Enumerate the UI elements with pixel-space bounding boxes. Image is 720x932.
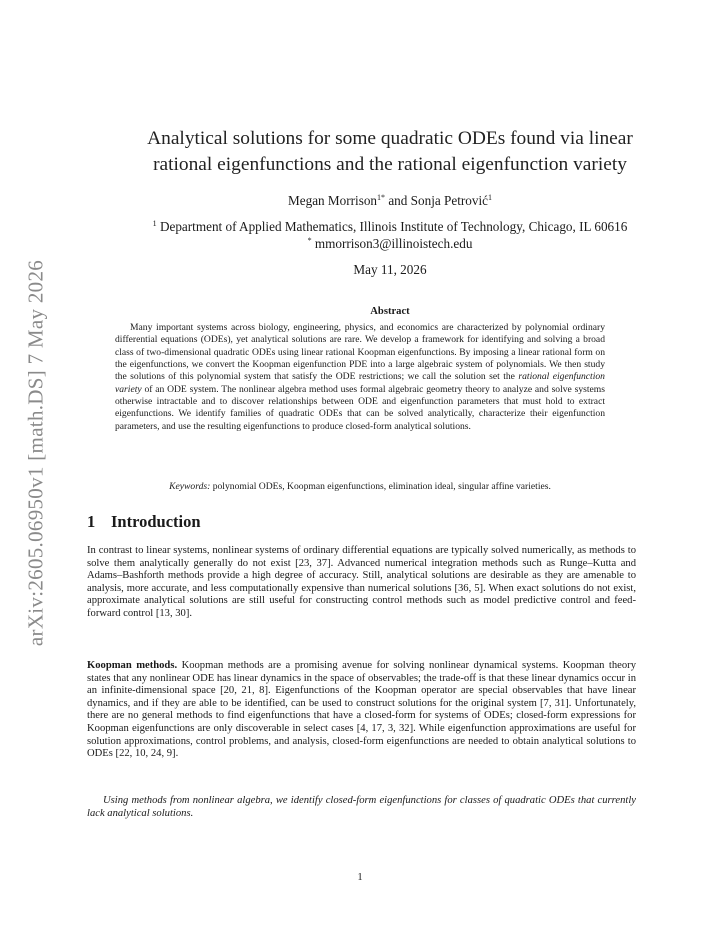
authors	[60, 193, 720, 209]
affiliation	[60, 218, 720, 235]
contact-email	[60, 235, 720, 252]
keywords-list: polynomial ODEs, Koopman eigenfunctions, elimination ideal, singular affine varieties.	[210, 481, 551, 492]
arxiv-identifier-stamp	[16, 248, 56, 658]
affiliation-text: Department of Applied Mathematics, Illinois Institute of Technology, Chicago, IL 60616	[156, 219, 628, 234]
title-line-2: rational eigenfunctions and the rational eigenfunction variety	[153, 154, 627, 175]
email-address[interactable]: mmorrison3@illinoistech.edu	[311, 236, 473, 251]
section-heading	[87, 512, 201, 532]
koopman-runin-heading: Koopman methods.	[87, 660, 178, 671]
intro-paragraph-1: In contrast to linear systems, nonlinear systems of ordinary differential equations are typically solved numerically, as methods to solve them analytically generally do not exist [23, 37]. Advanced numerical integration methods such as Runge–Kutta and Adams–Bashforth methods provide a high degree of accuracy. Still, analytical solutions are desirable as they are amenable to analysis, more accurate, and less computationally expensive than numerical solutions [36, 5]. When exact solutions do not exist, approximate analytical solutions are still useful for constructing control methods such as model predictive control and feed-forward control [13, 30].	[87, 545, 636, 619]
abstract-heading: Abstract	[370, 306, 410, 317]
keywords	[115, 481, 605, 492]
intro-paragraph-contribution: Using methods from nonlinear algebra, we identify closed-form eigenfunctions for classes of quadratic ODEs that currently lack analytical solutions.	[87, 795, 636, 819]
abstract-text-part-2: of an ODE system. The nonlinear algebra method uses formal algebraic geometry theory to analyze and solve systems otherwise intractable and to discover relationships between ODE and eigenfunction parameters that must hold to extract eigenfunctions. We identify families of quadratic ODEs that can be solved analytically, characterize their eigenfunction parameters, and use the resulting eigenfunctions to produce closed-form analytical solutions.	[115, 383, 605, 432]
email-mark: *	[307, 236, 312, 245]
affiliation-block	[60, 218, 720, 252]
affiliation-mark: 1	[152, 219, 157, 228]
author-1-affil-mark: 1*	[377, 193, 386, 202]
koopman-paragraph-text: Koopman methods are a promising avenue for solving nonlinear dynamical systems. Koopman theory states that any nonlinear ODE has linear dynamics in the space of observables; the trade-off is that these linear dynamics occur in an infinite-dimensional space [20, 21, 8]. Eigenfunctions of the Koopman operator are special observables that have linear dynamics, and if they are able to be identified, can be used to construct solutions for the original system [7, 31]. Unfortunately, there are no general methods to find eigenfunctions that have a closed-form for systems of ODEs; closed-form expressions for Koopman eigenfunctions are only discoverable in select cases [4, 17, 3, 32]. While eigenfunction approximations are useful for solution approximations, control problems, and analysis, closed-form eigenfunctions are needed to obtain analytical solutions to ODEs [22, 10, 24, 9].	[87, 660, 636, 760]
section-number: 1	[87, 512, 96, 531]
keywords-label: Keywords:	[169, 481, 211, 492]
author-2: Sonja Petrović	[410, 193, 488, 208]
title-line-1: Analytical solutions for some quadratic ODEs found via linear	[147, 128, 633, 149]
intro-paragraph-koopman	[87, 660, 636, 761]
page-number: 1	[357, 872, 363, 883]
abstract-text-part-1: Many important systems across biology, engineering, physics, and economics are characterized by polynomial ordinary differential equations (ODEs), yet analytical solutions are rare. We develop a framework for identifying and solving a broad class of two-dimensional quadratic ODEs using linear rational Koopman eigenfunctions. By imposing a linear rational form on the eigenfunctions, we convert the Koopman eigenfunction PDE into a large algebraic system of polynomials. We then study the solutions of this polynomial system that satisfy the ODE restrictions; we call the solution set the	[115, 322, 605, 383]
abstract-italic-term: rational eigenfunction variety	[115, 371, 605, 395]
abstract-body	[115, 322, 605, 433]
authors-conjunction: and	[385, 193, 411, 208]
paper-date: May 11, 2026	[353, 262, 427, 277]
arxiv-identifier-text: arXiv:2605.06950v1 [math.DS] 7 May 2026	[23, 259, 48, 647]
author-2-affil-mark: 1	[487, 193, 492, 202]
paper-title	[60, 126, 720, 178]
section-title: Introduction	[111, 512, 201, 531]
author-1: Megan Morrison	[288, 193, 378, 208]
